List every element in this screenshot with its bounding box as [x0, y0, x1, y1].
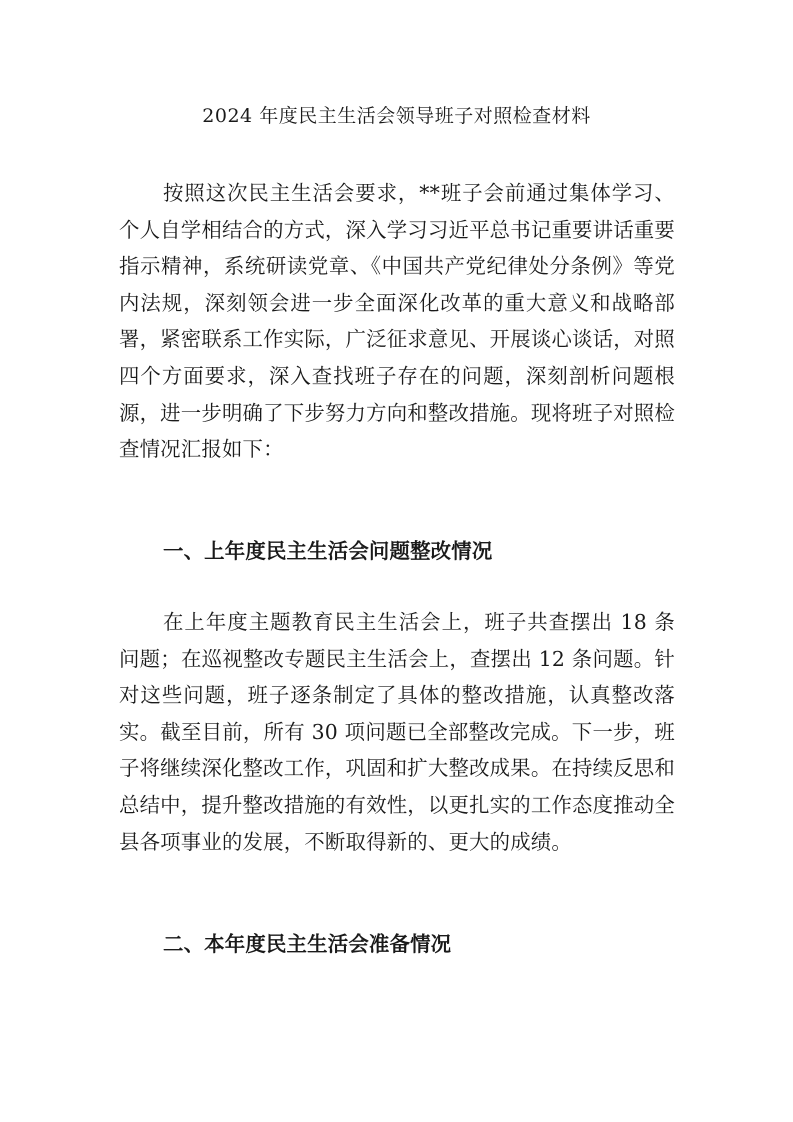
- section-1-heading: 一、上年度民主生活会问题整改情况: [163, 539, 493, 563]
- section-2-heading: 二、本年度民主生活会准备情况: [163, 932, 452, 956]
- intro-paragraph: 按照这次民主生活会要求，**班子会前通过集体学习、个人自学相结合的方式，深入学习习近平总书记重要讲话重要指示精神，系统研读党章、《中国共产党纪律处分条例》等党内法规，深刻领会进一步全面深化改革的重大意义和战略部署，紧密联系工作实际，广泛征求意见、开展谈心谈话，对照四个方面要求，深入查找班子存在的问题，深刻剖析问题根源，进一步明确了下步努力方向和整改措施。现将班子对照检查情况汇报如下：: [119, 181, 675, 462]
- section-1-paragraph: 在上年度主题教育民主生活会上，班子共查摆出 18 条问题；在巡视整改专题民主生活会上，查摆出 12 条问题。针对这些问题，班子逐条制定了具体的整改措施，认真整改落实。截至目前，所有 30 项问题已全部整改完成。下一步，班子将继续深化整改工作，巩固和扩大整改成果。在持续反思和总结中，提升整改措施的有效性，以更扎实的工作态度推动全县各项事业的发展，不断取得新的、更大的成绩。: [119, 610, 675, 854]
- document-title: 2024 年度民主生活会领导班子对照检查材料: [202, 105, 591, 127]
